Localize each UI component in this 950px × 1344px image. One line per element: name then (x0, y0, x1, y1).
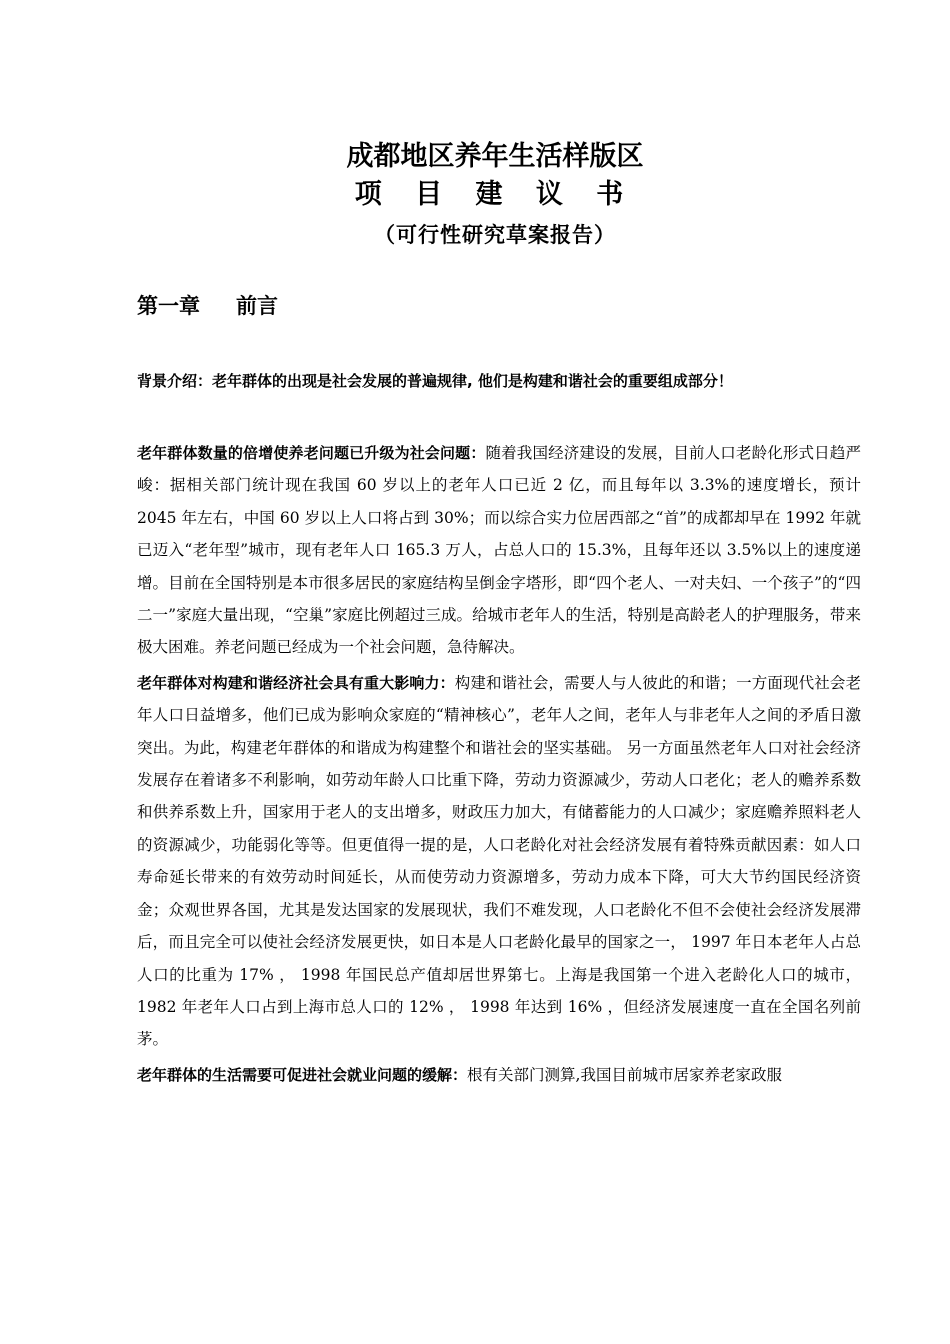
chapter-name: 前言 (236, 294, 278, 318)
document-title: 成都地区养年生活样版区 (346, 141, 644, 172)
body-text (137, 437, 861, 1094)
paragraph-1-lead: 老年群体数量的倍增使养老问题已升级为社会问题： (137, 444, 486, 462)
document-note: （可行性研究草案报告） (374, 222, 616, 247)
title-block (0, 138, 950, 252)
paragraph-2-lead: 老年群体对构建和谐经济社会具有重大影响力： (137, 673, 455, 692)
paragraph-3 (137, 1059, 861, 1091)
paragraph-1-text: 随着我国经济建设的发展，目前人口老龄化形式日趋严峻：据相关部门统计现在我国 60 岁以上的老年人口已近 2 亿，而且每年以 3.3%的速度增长，预计 2045 年左右，中国 60 岁以上人口将占到 30%；而以综合实力位居西部之“首”的成都却早在 1992 年就已迈入“老年型”城市，现有老年人口 165.3 万人，占总人口的 15.3%，且每年还以 3.5%以上的速度递增。目前在全国特别是本市很多居民的家庭结构呈倒金字塔形，即“四个老人、一对夫妇、一个孩子”的“四二一”家庭大量出现，“空巢”家庭比例超过三成。给城市老年人的生活，特别是高龄老人的护理服务，带来极大困难。养老问题已经成为一个社会问题，急待解决。 (137, 444, 861, 657)
paragraph-2 (137, 667, 861, 1056)
paragraph-3-lead: 老年群体的生活需要可促进社会就业问题的缓解： (137, 1065, 468, 1084)
background-intro: 背景介绍：老年群体的出现是社会发展的普遍规律, 他们是构建和谐社会的重要组成部分！ (137, 372, 733, 390)
chapter-heading (137, 290, 278, 320)
paragraph-1 (137, 437, 861, 664)
paragraph-3-text: 根有关部门测算,我国目前城市居家养老家政服 (467, 1065, 782, 1084)
chapter-number: 第一章 (137, 294, 200, 318)
paragraph-2-text: 构建和谐社会，需要人与人彼此的和谐；一方面现代社会老年人口日益增多，他们已成为影响众家庭的“精神核心”，老年人之间，老年人与非老年人之间的矛盾日激突出。为此，构建老年群体的和谐成为构建整个和谐社会的坚实基础。 另一方面虽然老年人口对社会经济发展存在着诸多不利影响，如劳动年龄人口比重下降，劳动力资源减少，劳动人口老化；老人的赡养系数和供养系数上升，国家用于老人的支出增多，财政压力加大，有储蓄能力的人口减少；家庭赡养照料老人的资源减少，功能弱化等等。但更值得一提的是，人口老龄化对社会经济发展有着特殊贡献因素：如人口寿命延长带来的有效劳动时间延长，从而使劳动力资源增多，劳动力成本下降，可大大节约国民经济资金；众观世界各国，尤其是发达国家的发展现状，我们不难发现，人口老龄化不但不会使社会经济发展滞后，而且完全可以使社会经济发展更快，如日本是人口老龄化最早的国家之一， 1997 年日本老年人占总人口的比重为 17% ， 1998 年国民总产值却居世界第七。上海是我国第一个进入老龄化人口的城市， 1982 年老年人口占到上海市总人口的 12% ， 1998 年达到 16% ，但经济发展速度一直在全国名列前茅。 (137, 673, 861, 1049)
document-subtitle: 项 目 建 议 书 (354, 179, 636, 210)
